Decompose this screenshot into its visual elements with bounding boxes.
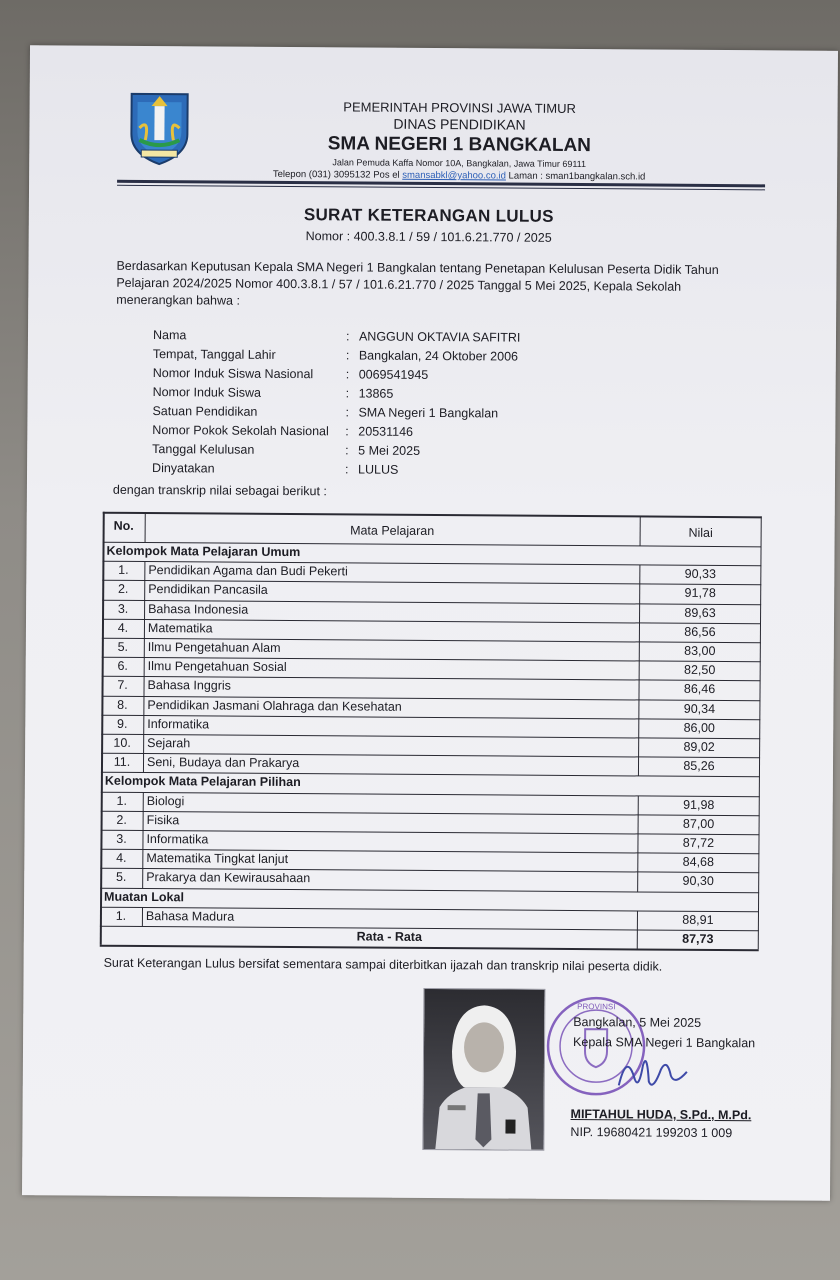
- row-number: 5.: [117, 639, 129, 654]
- table-divider-grade: [638, 795, 639, 814]
- row-grade: 91,98: [683, 797, 715, 812]
- table-divider-no: [143, 753, 144, 772]
- row-grade: 90,30: [682, 874, 714, 889]
- row-grade: 85,26: [683, 758, 715, 774]
- field-label: Nomor Induk Siswa: [152, 385, 262, 400]
- row-grade: 89,02: [683, 739, 715, 754]
- signer-title: Kepala SMA Negeri 1 Bangkalan: [573, 1035, 756, 1051]
- table-divider-no: [144, 561, 145, 580]
- row-subject: Sejarah: [147, 736, 191, 751]
- row-grade: 86,00: [683, 720, 715, 735]
- table-divider-grade: [640, 515, 641, 545]
- table-divider-grade: [638, 699, 639, 718]
- table-divider-grade: [638, 680, 639, 699]
- table-divider-grade: [639, 584, 640, 603]
- row-grade: 82,50: [683, 662, 716, 678]
- header-school-name: SMA NEGERI 1 BANGKALAN: [327, 133, 592, 157]
- table-border-top: [103, 512, 762, 518]
- row-grade: 87,00: [682, 816, 715, 831]
- field-value: Bangkalan, 24 Oktober 2006: [358, 348, 519, 364]
- row-subject: Bahasa Indonesia: [148, 601, 249, 617]
- row-grade: 88,91: [682, 912, 714, 927]
- row-subject: Pendidikan Jasmani Olahraga dan Kesehatan: [147, 697, 402, 714]
- field-label: Satuan Pendidikan: [152, 404, 258, 419]
- header-cell-subject: Mata Pelajaran: [350, 523, 435, 539]
- row-subject: Pendidikan Pancasila: [148, 582, 268, 598]
- table-divider-grade: [639, 603, 640, 622]
- row-subject: Informatika: [147, 716, 210, 732]
- row-subject: Matematika Tingkat lanjut: [146, 851, 289, 867]
- row-number: 1.: [118, 563, 129, 578]
- signature-place-date: Bangkalan, 5 Mei 2025: [573, 1015, 702, 1030]
- field-value: LULUS: [358, 462, 399, 477]
- table-divider-no: [145, 512, 146, 542]
- document-title: SURAT KETERANGAN LULUS: [303, 205, 554, 226]
- table-divider-no: [144, 657, 145, 676]
- field-label: Nomor Induk Siswa Nasional: [152, 366, 314, 382]
- row-grade: 91,78: [684, 586, 716, 601]
- row-number: 1.: [115, 908, 127, 923]
- table-divider-grade: [638, 737, 639, 756]
- row-grade: 83,00: [684, 643, 716, 658]
- province-crest-logo: [125, 88, 194, 166]
- header-website: Laman : sman1bangkalan.sch.id: [508, 170, 646, 183]
- field-separator: :: [345, 386, 350, 401]
- field-separator: :: [345, 443, 349, 458]
- header-government-line: PEMERINTAH PROVINSI JAWA TIMUR: [343, 99, 576, 117]
- table-divider-grade: [638, 718, 639, 737]
- table-divider-no: [144, 619, 145, 638]
- table-divider-no: [143, 676, 144, 695]
- row-grade: 90,33: [684, 566, 717, 582]
- row-grade: 86,46: [683, 682, 716, 697]
- row-grade: 89,63: [684, 605, 716, 620]
- row-subject: Seni, Budaya dan Prakarya: [146, 755, 300, 771]
- row-number: 6.: [117, 659, 128, 674]
- row-number: 3.: [116, 831, 127, 846]
- preamble-paragraph: Berdasarkan Keputusan Kepala SMA Negeri 1 Bangkalan tentang Penetapan Kelulusan Peserta Didik Tahun Pelajaran 2024/2025 Nomor 400.3.8.1 / 57 / 101.6.21.770 / 2025 Tanggal 5 Mei 2025, Kepala Sekolah menerangkan bahwa :: [116, 258, 719, 308]
- field-value: 13865: [358, 386, 394, 401]
- transcript-intro: dengan transkrip nilai sebagai berikut :: [112, 482, 327, 499]
- table-divider-no: [143, 792, 144, 811]
- row-number: 11.: [113, 754, 131, 770]
- table-divider-no: [143, 696, 144, 715]
- table-divider-grade: [637, 929, 638, 948]
- row-number: 8.: [117, 697, 128, 712]
- table-divider-no: [144, 638, 145, 657]
- table-divider-grade: [638, 814, 639, 833]
- table-divider-grade: [639, 661, 640, 680]
- row-grade: 86,56: [684, 624, 716, 639]
- student-portrait-image: [423, 989, 544, 1150]
- header-phone: Telepon (031) 3095132 Pos el: [272, 168, 400, 181]
- document-number: Nomor : 400.3.8.1 / 59 / 101.6.21.770 / 2025: [305, 229, 552, 245]
- table-divider-grade: [639, 565, 640, 584]
- group-header: Kelompok Mata Pelajaran Pilihan: [104, 774, 301, 790]
- row-number: 2.: [116, 812, 127, 827]
- table-divider-grade: [639, 641, 640, 660]
- row-subject: Pendidikan Agama dan Budi Pekerti: [148, 563, 348, 579]
- group-header: Kelompok Mata Pelajaran Umum: [106, 543, 301, 560]
- field-value: 5 Mei 2025: [358, 443, 421, 458]
- table-divider-no: [142, 907, 143, 926]
- field-separator: :: [345, 348, 350, 363]
- row-number: 1.: [116, 793, 128, 808]
- field-separator: :: [345, 424, 349, 439]
- table-divider-no: [144, 600, 145, 619]
- signer-name: MIFTAHUL HUDA, S.Pd., M.Pd.: [570, 1106, 752, 1123]
- row-number: 4.: [117, 620, 129, 635]
- row-subject: Matematika: [147, 620, 213, 636]
- row-number: 9.: [117, 716, 128, 731]
- field-label: Tanggal Kelulusan: [152, 442, 255, 457]
- row-subject: Bahasa Inggris: [147, 678, 231, 694]
- table-divider-grade: [637, 853, 638, 872]
- header-email-link[interactable]: smansabkl@yahoo.co.id: [402, 169, 506, 182]
- handwritten-signature: [613, 1045, 693, 1096]
- average-label: Rata - Rata: [356, 929, 422, 944]
- header-cell-no: No.: [113, 518, 134, 533]
- row-number: 3.: [117, 601, 129, 616]
- student-photo: [422, 988, 545, 1151]
- table-divider-grade: [637, 833, 638, 852]
- field-separator: :: [345, 367, 350, 382]
- row-grade: 87,72: [682, 835, 715, 850]
- field-label: Nomor Pokok Sekolah Nasional: [152, 423, 329, 439]
- row-subject: Informatika: [146, 832, 209, 847]
- header-department-line: DINAS PENDIDIKAN: [393, 115, 526, 133]
- header-cell-grade: Nilai: [688, 525, 713, 540]
- group-header: Muatan Lokal: [104, 889, 185, 904]
- table-divider-grade: [639, 622, 640, 641]
- document-paper: [22, 45, 838, 1201]
- grades-table: [100, 512, 762, 952]
- field-separator: :: [345, 405, 350, 420]
- row-number: 7.: [117, 678, 128, 693]
- table-divider-no: [142, 830, 143, 849]
- header-address: Jalan Pemuda Kaffa Nomor 10A, Bangkalan, Jawa Timur 69111: [332, 157, 587, 170]
- field-separator: :: [345, 329, 350, 344]
- table-divider-no: [142, 849, 143, 868]
- table-divider-no: [143, 715, 144, 734]
- table-divider-no: [144, 580, 145, 599]
- row-grade: 84,68: [682, 854, 715, 870]
- row-subject: Ilmu Pengetahuan Alam: [147, 640, 281, 655]
- row-subject: Ilmu Pengetahuan Sosial: [147, 659, 287, 675]
- row-subject: Biologi: [146, 793, 185, 808]
- table-divider-grade: [638, 757, 639, 776]
- table-divider-grade: [637, 910, 638, 929]
- row-number: 10.: [113, 735, 131, 750]
- field-label: Dinyatakan: [152, 461, 215, 476]
- field-label: Nama: [152, 328, 187, 343]
- field-value: 0069541945: [358, 367, 429, 382]
- field-value: ANGGUN OKTAVIA SAFITRI: [358, 329, 521, 345]
- field-label: Tempat, Tanggal Lahir: [152, 347, 276, 362]
- field-value: 20531146: [358, 424, 414, 439]
- row-number: 4.: [116, 851, 127, 866]
- row-grade: 90,34: [683, 701, 716, 716]
- row-subject: Bahasa Madura: [145, 908, 235, 924]
- table-divider-no: [143, 811, 144, 830]
- average-value: 87,73: [682, 931, 714, 946]
- field-value: SMA Negeri 1 Bangkalan: [358, 405, 499, 421]
- row-subject: Prakarya dan Kewirausahaan: [146, 870, 311, 886]
- signer-nip: NIP. 19680421 199203 1 009: [570, 1124, 733, 1141]
- field-separator: :: [345, 462, 349, 477]
- table-divider-no: [142, 868, 143, 887]
- stamp-text: PROVINSI: [577, 1002, 616, 1012]
- table-divider-grade: [637, 872, 638, 891]
- footer-note: Surat Keterangan Lulus bersifat sementara sampai diterbitkan ijazah dan transkrip nilai peserta didik.: [103, 955, 663, 974]
- row-number: 2.: [117, 582, 129, 597]
- row-subject: Fisika: [146, 812, 180, 828]
- table-divider-no: [143, 734, 144, 753]
- row-number: 5.: [115, 870, 127, 885]
